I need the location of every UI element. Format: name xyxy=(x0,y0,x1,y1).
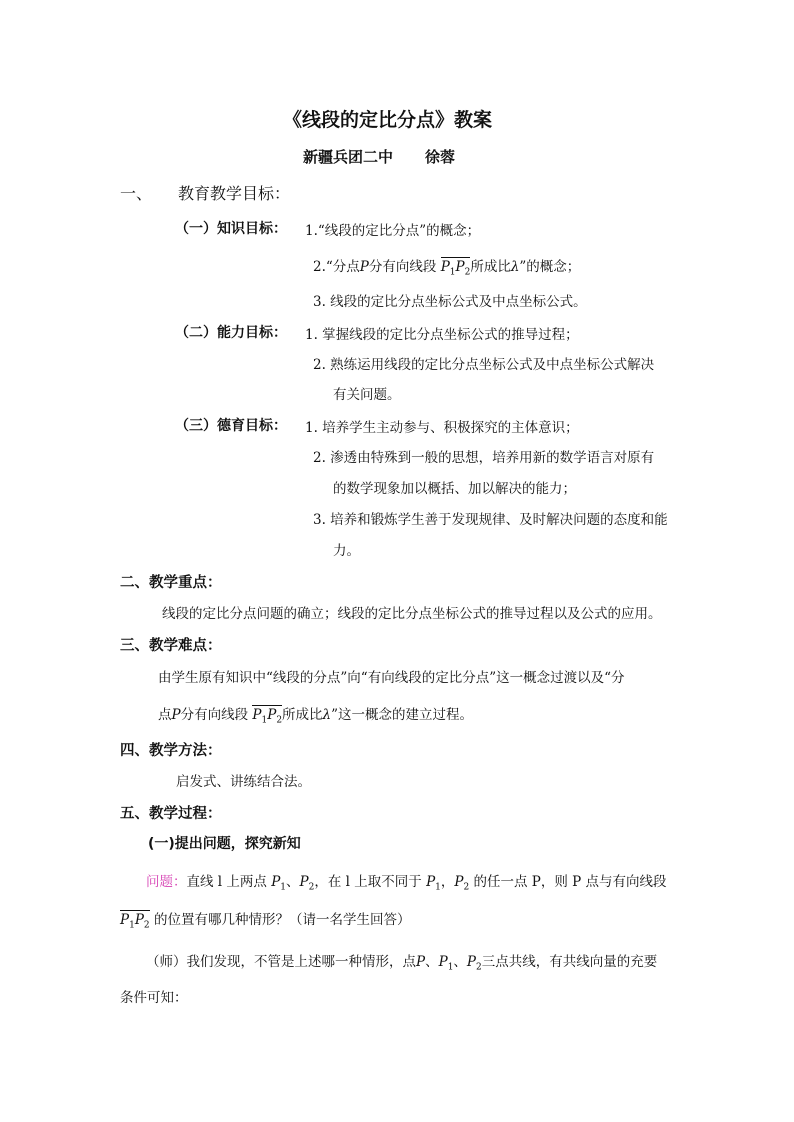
ability-item-2-line-2: 有关问题。 xyxy=(333,387,401,403)
section-focus-heading: 二、教学重点： xyxy=(120,575,222,591)
ability-goal-label: （二）能力目标： xyxy=(175,325,287,341)
vector-p1p2: $P_1P_2$ xyxy=(440,259,471,278)
page-title: 《线段的定比分点》教案 xyxy=(283,109,493,131)
knowledge-goal-label: （一）知识目标： xyxy=(175,221,287,237)
section-goals-number: 一、 xyxy=(120,184,153,203)
section-method-text: 启发式、讲练结合法。 xyxy=(176,774,311,790)
question-label: 问题： xyxy=(146,874,187,890)
teacher-line-2: 条件可知： xyxy=(120,990,188,1006)
difficulty-line-2: 点P分有向线段 $P_1P_2$所成比λ”这一概念的建立过程。 xyxy=(158,707,474,726)
knowledge-item-1: 1.“线段的定比分点”的概念； xyxy=(305,223,481,239)
knowledge-item-2: 2.“分点P分有向线段 $P_1P_2$所成比λ”的概念； xyxy=(313,259,581,278)
section-method-heading: 四、教学方法： xyxy=(120,743,222,759)
teacher-line-1: （师）我们发现，不管是上述哪一种情形，点P、$P_1$、$P_2$三点共线，有共线向量的充要 xyxy=(146,954,658,973)
moral-goal-label: （三）德育目标： xyxy=(175,418,287,434)
moral-item-1: 1. 培养学生主动参与、积极探究的主体意识； xyxy=(305,420,579,436)
question-line-1: 问题：直线 l 上两点 $P_1$、$P_2$，在 l 上取不同于 $P_1$，$P_2$ 的任一点 P，则 P 点与有向线段 xyxy=(146,874,667,893)
moral-item-2-line-2: 的数学现象加以概括、加以解决的能力； xyxy=(333,481,576,497)
moral-item-2-line-1: 2. 渗透由特殊到一般的思想，培养用新的数学语言对原有 xyxy=(313,450,655,466)
moral-item-3-line-1: 3. 培养和锻炼学生善于发现规律、及时解决问题的态度和能 xyxy=(313,512,668,528)
knowledge-item-3: 3. 线段的定比分点坐标公式及中点坐标公式。 xyxy=(313,294,587,310)
moral-item-3-line-2: 力。 xyxy=(333,543,360,559)
section-difficulty-heading: 三、教学难点： xyxy=(120,638,222,654)
section-focus-text: 线段的定比分点问题的确立；线段的定比分点坐标公式的推导过程以及公式的应用。 xyxy=(162,606,662,622)
ability-item-1: 1. 掌握线段的定比分点坐标公式的推导过程； xyxy=(305,327,579,343)
author-school: 新疆兵团二中 xyxy=(303,148,394,166)
author-name: 徐蓉 xyxy=(425,148,456,166)
author-line xyxy=(303,146,455,167)
vector-p1p2: $P_1P_2$ xyxy=(252,707,283,726)
section-process-heading: 五、教学过程： xyxy=(120,806,222,822)
question-line-2: $P_1P_2$ 的位置有哪几种情形？（请一名学生回答） xyxy=(120,912,411,931)
process-subheading: (一)提出问题，探究新知 xyxy=(148,836,301,852)
difficulty-line-1: 由学生原有知识中“线段的分点”向“有向线段的定比分点”这一概念过渡以及“分 xyxy=(158,670,625,686)
vector-p1p2: $P_1P_2$ xyxy=(120,912,150,931)
ability-item-2-line-1: 2. 熟练运用线段的定比分点坐标公式及中点坐标公式解决 xyxy=(313,357,655,373)
section-goals-heading: 教育教学目标： xyxy=(178,184,291,203)
